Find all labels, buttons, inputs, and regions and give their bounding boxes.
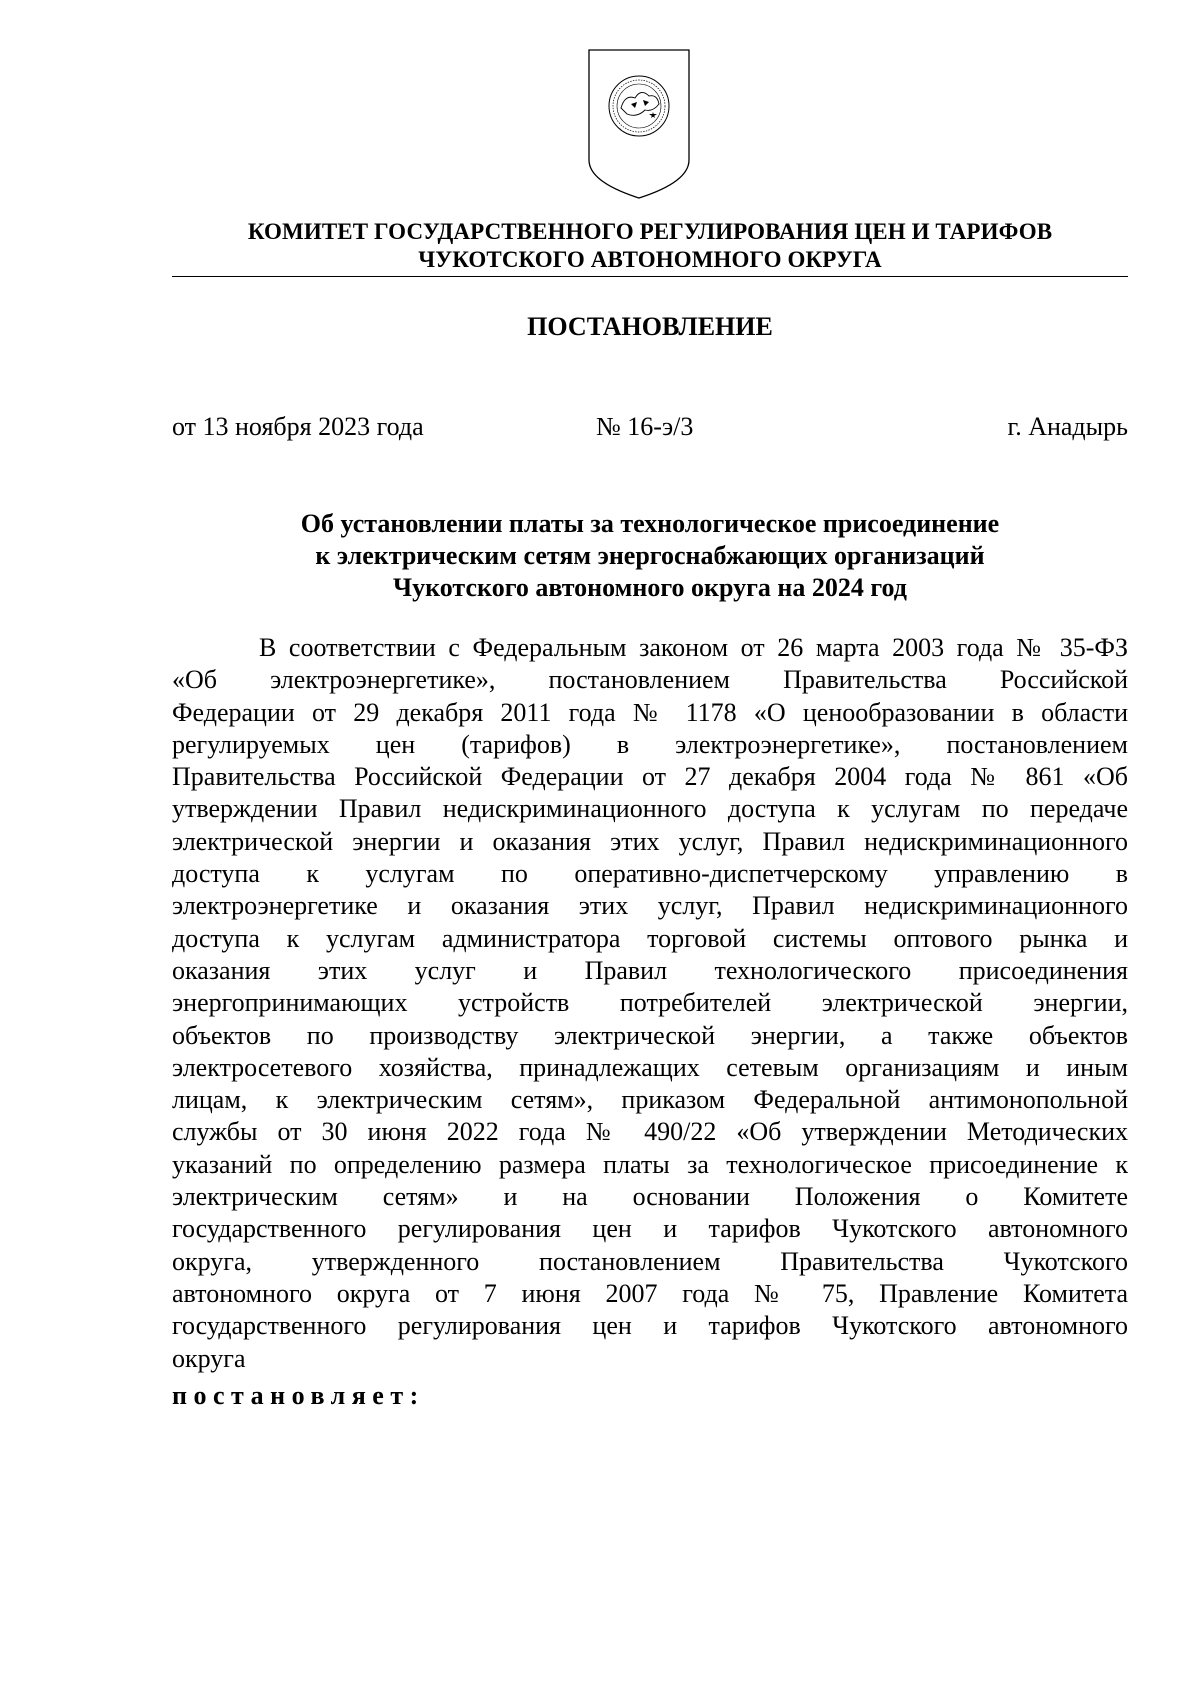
preamble-line: В соответствии с Федеральным законом от 26 марта 2003 года № 35-ФЗ	[259, 633, 1128, 662]
organization-name-line: КОМИТЕТ ГОСУДАРСТВЕННОГО РЕГУЛИРОВАНИЯ ЦЕН И ТАРИФОВ	[247, 219, 1053, 244]
preamble-line: указаний по определению размера платы за технологическое присоединение к	[172, 1149, 1128, 1179]
document-number: № 16-э/3	[596, 412, 694, 441]
preamble-line: «Об электроэнергетике», постановлением Правительства Российской	[172, 665, 1128, 695]
organization-name-line: ЧУКОТСКОГО АВТОНОМНОГО ОКРУГА	[418, 247, 882, 272]
header-divider	[172, 276, 1128, 277]
preamble-line: электроэнергетике и оказания этих услуг, Правил недискриминационного	[172, 891, 1128, 921]
decree-word: постановляет:	[172, 1381, 425, 1410]
preamble-line: лицам, к электрическим сетям», приказом Федеральной антимонопольной	[172, 1085, 1128, 1115]
preamble-line: округа	[172, 1343, 246, 1373]
preamble-paragraph	[172, 632, 1128, 1375]
preamble-line: государственного регулирования цен и тарифов Чукотского автономного	[172, 1214, 1128, 1244]
document-title-line: Чукотского автономного округа на 2024 год	[393, 573, 907, 602]
document-type: ПОСТАНОВЛЕНИЕ	[527, 312, 773, 341]
preamble-line: энергопринимающих устройств потребителей электрической энергии,	[172, 988, 1128, 1018]
preamble-line: оказания этих услуг и Правил технологического присоединения	[172, 955, 1128, 985]
document-place: г. Анадырь	[1007, 412, 1128, 441]
document-title-line: Об установлении платы за технологическое присоединение	[300, 509, 1000, 538]
preamble-line: доступа к услугам администратора торговой системы оптового рынка и	[172, 923, 1128, 953]
preamble-line: Федерации от 29 декабря 2011 года № 1178 «О ценообразовании в области	[172, 697, 1128, 727]
preamble-line: Правительства Российской Федерации от 27 декабря 2004 года № 861 «Об	[172, 762, 1128, 792]
document-date: от 13 ноября 2023 года	[172, 412, 424, 441]
preamble-line: утверждении Правил недискриминационного доступа к услугам по передаче	[172, 794, 1128, 824]
document-title-line: к электрическим сетям энергоснабжающих организаций	[315, 541, 985, 570]
preamble-line: округа, утвержденного постановлением Правительства Чукотского	[172, 1246, 1128, 1276]
preamble-line: доступа к услугам по оперативно-диспетчерскому управлению в	[172, 859, 1128, 889]
preamble-line: автономного округа от 7 июня 2007 года № 75, Правление Комитета	[172, 1278, 1128, 1308]
document-meta	[172, 410, 1128, 444]
preamble-line: объектов по производству электрической энергии, а также объектов	[172, 1020, 1128, 1050]
preamble-line: государственного регулирования цен и тарифов Чукотского автономного	[172, 1311, 1128, 1341]
preamble-line: электросетевого хозяйства, принадлежащих сетевым организациям и иным	[172, 1052, 1128, 1082]
preamble-line: электрической энергии и оказания этих услуг, Правил недискриминационного	[172, 826, 1128, 856]
document-title	[172, 508, 1128, 604]
chukotka-coat-of-arms-icon	[587, 48, 691, 200]
preamble-line: регулируемых цен (тарифов) в электроэнергетике», постановлением	[172, 729, 1128, 759]
preamble-line: службы от 30 июня 2022 года № 490/22 «Об утверждении Методических	[172, 1117, 1128, 1147]
preamble-line: электрическим сетям» и на основании Положения о Комитете	[172, 1182, 1128, 1212]
organization-name	[172, 218, 1128, 274]
